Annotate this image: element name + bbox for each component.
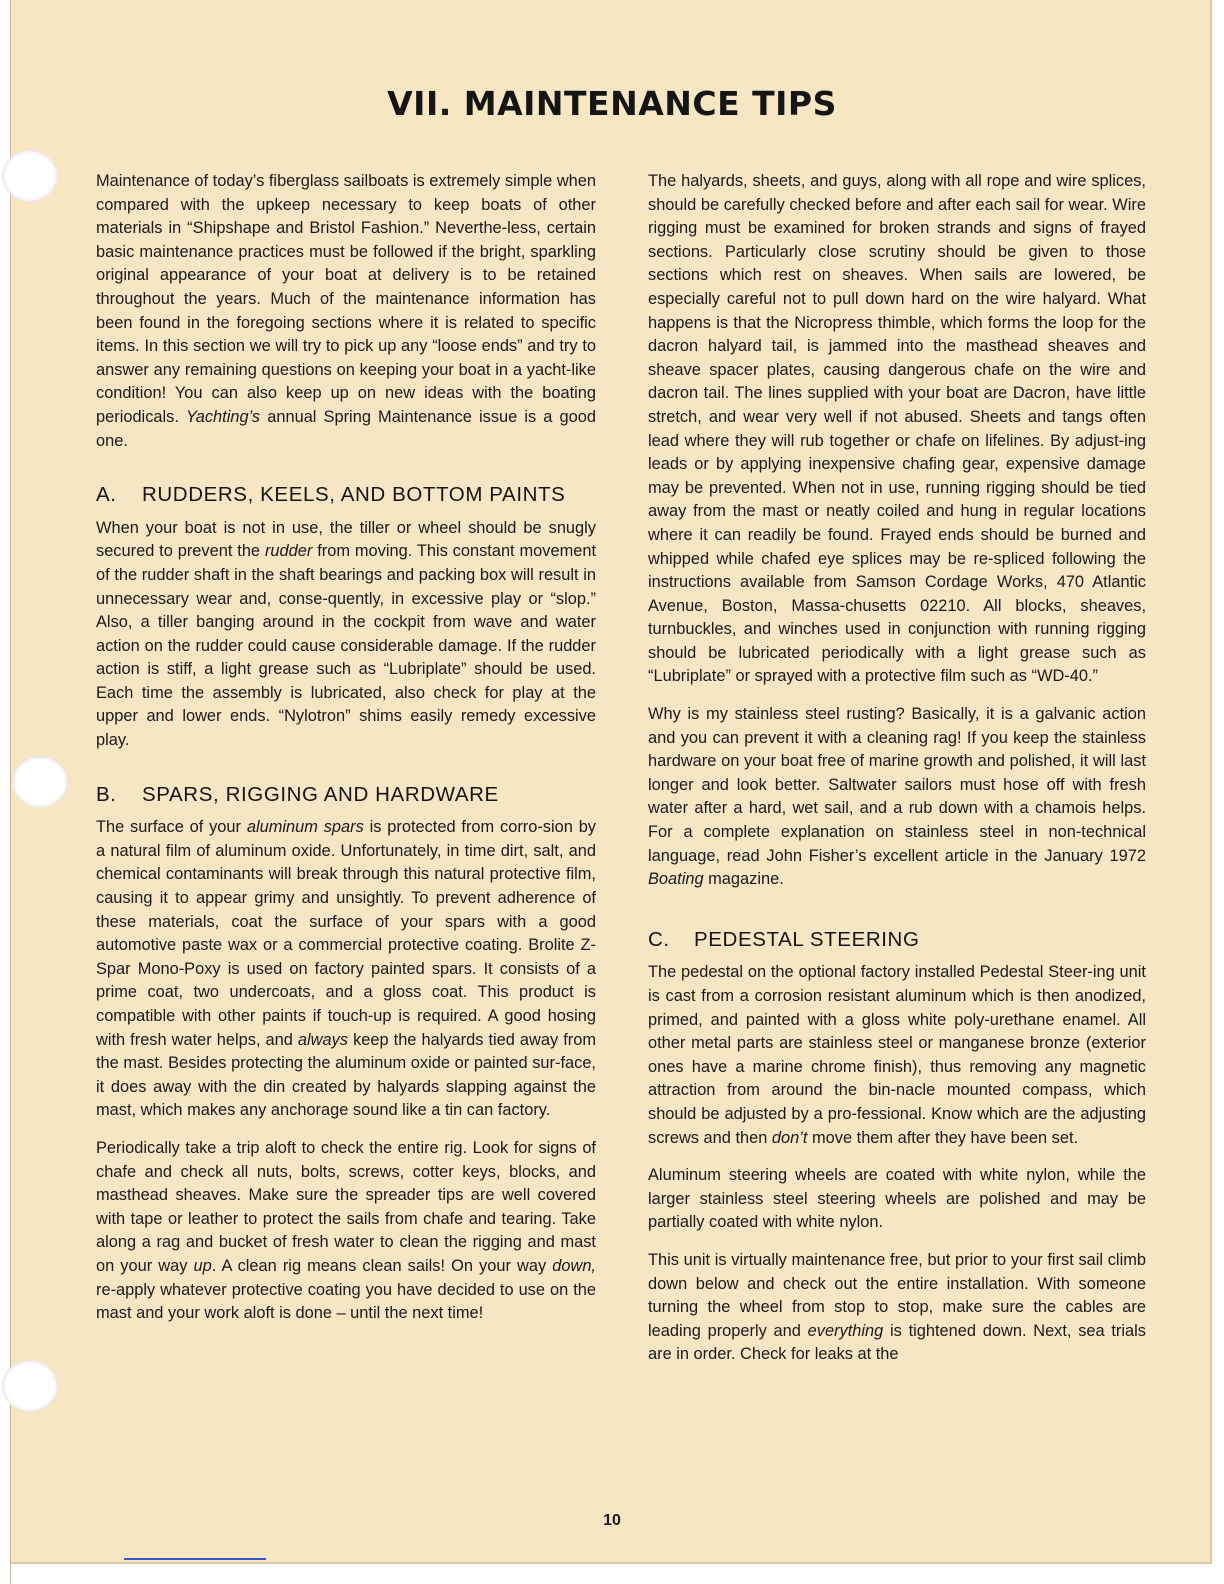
- stainless-paragraph: Why is my stainless steel rusting? Basically, it is a galvanic action and you can prevent it with a cleaning rag! If you keep the stainless hardware on your boat free of marine growth and polished, it will last longer and look better. Saltwater sailors must hose off with fresh water after a hard, wet sail, and a rub down with a chamois helps. For a complete explanation on stainless steel in non-technical language, read John Fisher’s excellent article in the January 1972 Boating magazine.: [648, 705, 1146, 889]
- right-column: [648, 170, 1146, 1381]
- section-c-paragraph-3: This unit is virtually maintenance free, but prior to your first sail climb down below and check out the entire installation. With someone turning the wheel from stop to stop, make sure the cables are leading properly and everything is tightened down. Next, sea trials are in order. Check for leaks at the: [648, 1250, 1146, 1364]
- left-column: [96, 170, 596, 1340]
- page-number: 10: [603, 1512, 621, 1529]
- page-title: VII. MAINTENANCE TIPS: [387, 84, 837, 123]
- intro-paragraph: Maintenance of today’s fiberglass sailboats is extremely simple when compared with the upkeep necessary to keep boats of other materials in “Shipshape and Bristol Fashion.” Neverthe-less, certain basic maintenance practices must be followed if the bright, sparkling original appearance of your boat at delivery is to be retained throughout the years. Much of the maintenance information has been found in the foregoing sections where it is related to specific items. In this section we will try to pick up any “loose ends” and try to answer any remaining questions on keeping your boat in a yacht-like condition! You can also keep up on new ideas with the boating periodicals. Yachting’s annual Spring Maintenance issue is a good one.: [96, 172, 596, 450]
- page-edge: [0, 0, 11, 1584]
- scan-artifact-line: [124, 1558, 266, 1560]
- section-c-paragraph-1: The pedestal on the optional factory installed Pedestal Steer-ing unit is cast from a corrosion resistant aluminum which is then anodized, primed, and painted with a gloss white poly-urethane enamel. All other metal parts are stainless steel or manganese bronze (exterior ones have a marine chrome finish), thus removing any magnetic attraction from around the bin-nacle mounted compass, which should be adjusted by a pro-fessional. Know which are the adjusting screws and then don’t move them after they have been set.: [648, 963, 1146, 1147]
- section-b-paragraph-1: The surface of your aluminum spars is protected from corro-sion by a natural film of aluminum oxide. Unfortunately, in time dirt, salt, and chemical contaminants will break through this natural protective film, causing it to appear grimy and unsightly. To prevent adherence of these materials, coat the surface of your spars with a good automotive paste wax or a commercial protective coating. Brolite Z-Spar Mono-Poxy is used on factory painted spars. It consists of a prime coat, two undercoats, and a gloss coat. This product is compatible with other paints if touch-up is required. A good hosing with fresh water helps, and always keep the halyards tied away from the mast. Besides protecting the aluminum oxide or painted sur-face, it does away with the din created by halyards slapping against the mast, which makes any anchorage sound like a tin can factory.: [96, 818, 597, 1120]
- section-b-paragraph-2: Periodically take a trip aloft to check the entire rig. Look for signs of chafe and check all nuts, bolts, screws, cotter keys, blocks, and masthead sheaves. Make sure the spreader tips are well covered with tape or leather to protect the sails from chafe and tearing. Take along a rag and bucket of fresh water to clean the rigging and mast on your way up. A clean rig means clean sails! On your way down, re-apply whatever protective coating you have decided to use on the mast and your work aloft is done – until the next time!: [96, 1138, 596, 1323]
- binder-hole-bottom: [2, 1360, 58, 1412]
- section-b-heading: B. SPARS, RIGGING AND HARDWARE: [96, 782, 499, 806]
- section-a-heading: A. RUDDERS, KEELS, AND BOTTOM PAINTS: [96, 483, 566, 507]
- section-a-paragraph: When your boat is not in use, the tiller or wheel should be snugly secured to prevent the rudder from moving. This constant movement of the rudder shaft in the shaft bearings and packing box will result in unnecessary wear and, conse-quently, in excessive play or “slop.” Also, a tiller banging around in the cockpit from wave and water action on the rudder could cause considerable damage. If the rudder action is stiff, a light grease such as “Lubriplate” should be used. Each time the assembly is lubricated, also check for play at the upper and lower ends. “Nylotron” shims easily remedy excessive play.: [96, 518, 597, 750]
- section-c-heading: C. PEDESTAL STEERING: [648, 927, 920, 951]
- section-c-paragraph-2: Aluminum steering wheels are coated with white nylon, while the larger stainless steel steering wheels are polished and may be partially coated with white nylon.: [648, 1166, 1146, 1232]
- binder-hole-top: [2, 150, 58, 202]
- binder-hole-middle: [12, 756, 68, 808]
- halyards-paragraph: The halyards, sheets, and guys, along with all rope and wire splices, should be carefully checked before and after each sail for wear. Wire rigging must be examined for broken strands and signs of frayed sections. Particularly close scrutiny should be given to those sections which rest on sheaves. When sails are lowered, be especially careful not to pull down hard on the wire halyard. What happens is that the Nicropress thimble, which forms the loop for the dacron halyard tail, is jammed into the masthead sheaves and sheave spacer plates, causing dangerous chafe on the wire and dacron tail. The lines supplied with your boat are Dacron, have little stretch, and wear very well if not abused. Sheets and tangs often lead where they will rub together or chafe on lifelines. By adjust-ing leads or by applying inexpensive chafing gear, expensive damage may be prevented. When not in use, running rigging should be tied away from the mast or neatly coiled and hung in regular locations where it can readily be found. Frayed ends should be burned and whipped while chafed eye splices may be re-spliced following the instructions available from Samson Cordage Works, 470 Atlantic Avenue, Boston, Massa-chusetts 02210. All blocks, sheaves, turnbuckles, and winches used in conjunction with running rigging should be lubricated periodically with a light grease such as “Lubriplate” or sprayed with a protective film such as “WD-40.”: [648, 172, 1146, 686]
